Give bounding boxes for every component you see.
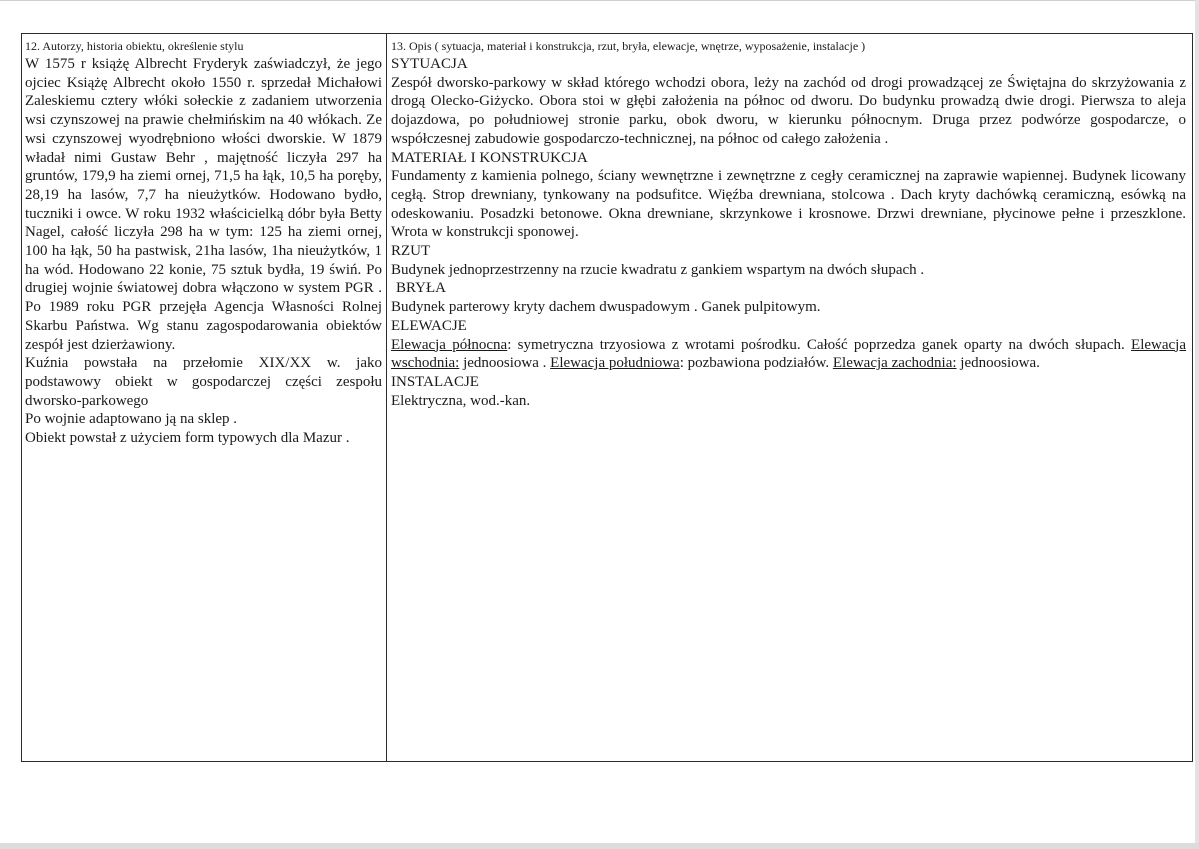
section-heading-sytuacja: SYTUACJA — [391, 56, 468, 72]
section-text-bryla: Budynek parterowy kryty dachem dwuspadowym . Ganek pulpitowym. — [391, 299, 821, 316]
section-heading-material: MATERIAŁ I KONSTRUKCJA — [391, 149, 588, 166]
section-heading-bryla: BRYŁA — [396, 280, 447, 297]
section-heading-rzut: RZUT — [391, 243, 431, 260]
section-text-rzut: Budynek jednoprzestrzenny na rzucie kwadratu z gankiem wspartym na dwóch słupach . — [391, 261, 925, 278]
section-text-material: Fundamenty z kamienia polnego, ściany wewnętrzne i zewnętrzne z cegły ceramicznej na zaprawie wapiennej. Budynek licowany cegłą. Strop drewniany, tynkowany na podsufitce. Więźba drewniana, stolcowa . Dach kryty dachówką ceramiczną, esówką na odeskowaniu. Posadzki betonowe. Okna drewniane, skrzynkowe i krosnowe. Drzwi drewniane, płycinowe pełne i przeszklone. Wrota w konstrukcji sponowej. — [391, 168, 1186, 241]
history-paragraph: Kuźnia powstała na przełomie XIX/XX w. jako podstawowy obiekt w gospodarczej części zespołu dworsko-parkowego — [25, 355, 382, 409]
history-paragraph: W 1575 r książę Albrecht Fryderyk zaświadczył, że jego ojciec Książę Albrecht około 1550 r. sprzedał Michałowi Zaleskiemu cztery włóki sołeckie z zadaniem utworzenia wsi czynszowej na prawie chełmińskim na 40 włókach. Ze wsi czynszowej wyodrębniono włości dworskie. W 1879 władał nimi Gustaw Behr , majętność liczyła 297 ha gruntów, 179,9 ha ziemi ornej, 71,5 ha łąk, 10,5 ha poręby, 28,19 ha lasów, 7,7 ha nieużytków. Hodowano bydło, tuczniki i owce. W roku 1932 właścicielką dóbr była Betty Nagel, całość liczyła 298 ha w tym: 125 ha ziemi ornej, 100 ha łąk, 50 ha pastwisk, 21ha lasów, 1ha nieużytków, 1 ha wód. Hodowano 22 konie, 75 sztuk bydła, 19 świń. Po drugiej wojnie światowej dobra włączono w system PGR . Po 1989 roku PGR przejęła Agencja Własności Rolnej Skarbu Państwa. Wg stanu zagospodarowania obiektów zespół jest dzierżawiony. — [25, 56, 382, 353]
elevation-south-text: : pozbawiona podziałów. — [679, 355, 833, 372]
column-divider — [386, 33, 387, 761]
section-heading-elewacje: ELEWACJE — [391, 317, 467, 334]
page-edge-bottom — [0, 843, 1199, 849]
table-left-border — [21, 33, 22, 761]
table-right-border — [1192, 33, 1193, 761]
elevation-east-text: jednoosiowa . — [459, 355, 551, 372]
history-paragraph: Obiekt powstał z użyciem form typowych dla Mazur . — [25, 430, 350, 447]
description-column — [391, 38, 1186, 410]
description-header: 13. Opis ( sytuacja, materiał i konstrukcja, rzut, bryła, elewacje, wnętrze, wyposażenie, instalacje ) — [391, 39, 866, 53]
table-top-border — [21, 33, 1193, 34]
page-edge-right — [1195, 0, 1199, 849]
history-column — [25, 38, 382, 448]
elevation-north-label: Elewacja północna — [391, 336, 508, 353]
elevation-east-label: Elewacja wschodnia: — [391, 336, 1186, 372]
section-text-elewacje — [391, 336, 1186, 373]
history-header: 12. Autorzy, historia obiektu, określenie stylu — [25, 39, 244, 53]
section-text-sytuacja: Zespół dworsko-parkowy w skład którego wchodzi obora, leży na zachód od drogi prowadzącej ze Świętajna do skrzyżowania z drogą Olecko-Giżycko. Obora stoi w głębi założenia na północ od dworu. Do budynku prowadzą dwie drogi. Pierwsza to aleja dojazdowa, po południowej stronie parku, obok dworu, w kierunku północnym. Druga przez podwórze gospodarcze, o współczesnej zabudowie gospodarczo-technicznej, na północ od całego założenia . — [391, 74, 1186, 147]
elevation-north-text: : symetryczna trzyosiowa z wrotami pośrodku. Całość poprzedza ganek oparty na dwóch słupach. — [507, 336, 1125, 353]
elevation-south-label: Elewacja południowa — [550, 355, 680, 372]
table-bottom-border — [21, 761, 1193, 762]
section-text-instalacje: Elektryczna, wod.-kan. — [391, 392, 531, 409]
history-paragraph: Po wojnie adaptowano ją na sklep . — [25, 411, 238, 428]
elevation-west-text: jednoosiowa. — [956, 355, 1040, 372]
page-edge-top — [0, 0, 1199, 1]
section-heading-instalacje: INSTALACJE — [391, 373, 479, 390]
elevation-west-label: Elewacja zachodnia: — [832, 355, 957, 372]
